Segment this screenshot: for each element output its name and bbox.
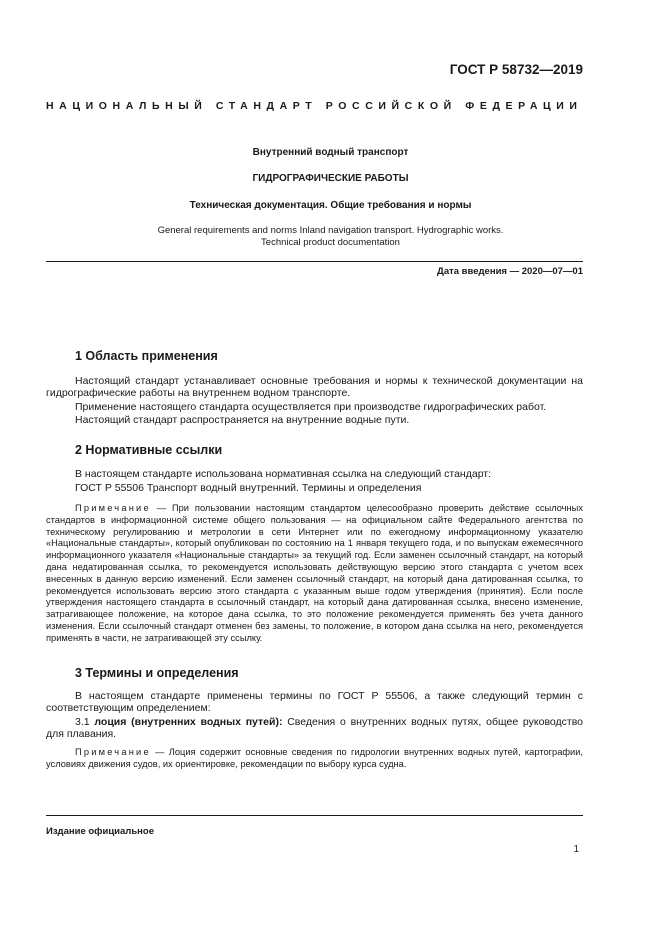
title-divider — [46, 261, 583, 262]
national-standard-heading: НАЦИОНАЛЬНЫЙ СТАНДАРТ РОССИЙСКОЙ ФЕДЕРАЦИИ — [46, 100, 583, 112]
footer-divider — [46, 815, 583, 816]
date-of-introduction: Дата введения — 2020—07—01 — [437, 266, 583, 277]
title-line-2: ГИДРОГРАФИЧЕСКИЕ РАБОТЫ — [252, 173, 409, 184]
official-edition-label: Издание официальное — [46, 826, 154, 837]
english-title-line-2: Technical product documentation — [261, 237, 400, 248]
title-line-3: Техническая документация. Общие требования и нормы — [189, 200, 472, 211]
note-text: — Лоция содержит основные сведения по гидрологии внутренних водных путей, картографии, условиях движения судов, их ориентировке, рекомендации по выбору курса судна. — [46, 747, 583, 769]
page-number: 1 — [573, 844, 579, 855]
section-1-paragraph-3: Настоящий стандарт распространяется на внутренние водные пути. — [75, 414, 410, 426]
note-label: Примечание — [75, 503, 151, 513]
term-definition — [46, 716, 583, 740]
section-2-note — [46, 503, 583, 645]
note-label: Примечание — [75, 747, 151, 757]
gost-number: ГОСТ Р 58732—2019 — [449, 62, 583, 77]
term-number: 3.1 — [75, 716, 95, 728]
section-2-paragraph-1: В настоящем стандарте использована нормативная ссылка на следующий стандарт: — [75, 468, 492, 480]
section-1-paragraph-1: Настоящий стандарт устанавливает основные требования и нормы к технической документации на гидрографические работы на внутреннем водном транспорте. — [46, 375, 583, 399]
english-title-line-1: General requirements and norms Inland navigation transport. Hydrographic works. — [157, 225, 504, 236]
section-3-note — [46, 747, 583, 771]
section-1-paragraph-2: Применение настоящего стандарта осуществляется при производстве гидрографических работ. — [75, 401, 547, 413]
term-definition-text: Сведения о внутренних водных путях, общее руководство для плавания. — [46, 716, 584, 740]
section-2-reference: ГОСТ Р 55506 Транспорт водный внутренний. Термины и определения — [75, 482, 422, 494]
section-3-paragraph-1: В настоящем стандарте применены термины по ГОСТ Р 55506, а также следующий термин с соответствующим определением: — [46, 690, 583, 714]
section-2-heading: 2 Нормативные ссылки — [75, 443, 223, 457]
title-line-1: Внутренний водный транспорт — [252, 147, 409, 158]
section-3-heading: 3 Термины и определения — [75, 666, 239, 680]
english-title — [0, 225, 661, 249]
note-text: — При пользовании настоящим стандартом целесообразно проверить действие ссылочных стандартов в информационной системе общего пользования — на официальном сайте Федерального агентства по техническому регулированию и метрологии в сети Интернет или по ежегодному информационному указателю «Национальные стандарты», который опубликован по состоянию на 1 января текущего года, и по выпускам ежемесячного информационного указателя «Национальные стандарты» за текущий год. Если заменен ссылочный стандарт, на который дана недатированная ссылка, то рекомендуется использовать действующую версию этого стандарта с учетом всех внесенных в данную версию изменений. Если заменен ссылочный стандарт, на который дана датированная ссылка, то рекомендуется использовать версию этого стандарта с указанным выше годом утверждения (принятия). Если после утверждения настоящего стандарта в ссылочный стандарт, на который дана датированная ссылка, внесено изменение, затрагивающее положение, на которое дана ссылка, то это положение рекомендуется применять без учета данного изменения. Если ссылочный стандарт отменен без замены, то положение, в котором дана ссылка на него, рекомендуется применять в части, не затрагивающей эту ссылку. — [46, 503, 583, 643]
term-name: лоция (внутренних водных путей): — [94, 716, 283, 728]
section-1-heading: 1 Область применения — [75, 349, 218, 363]
